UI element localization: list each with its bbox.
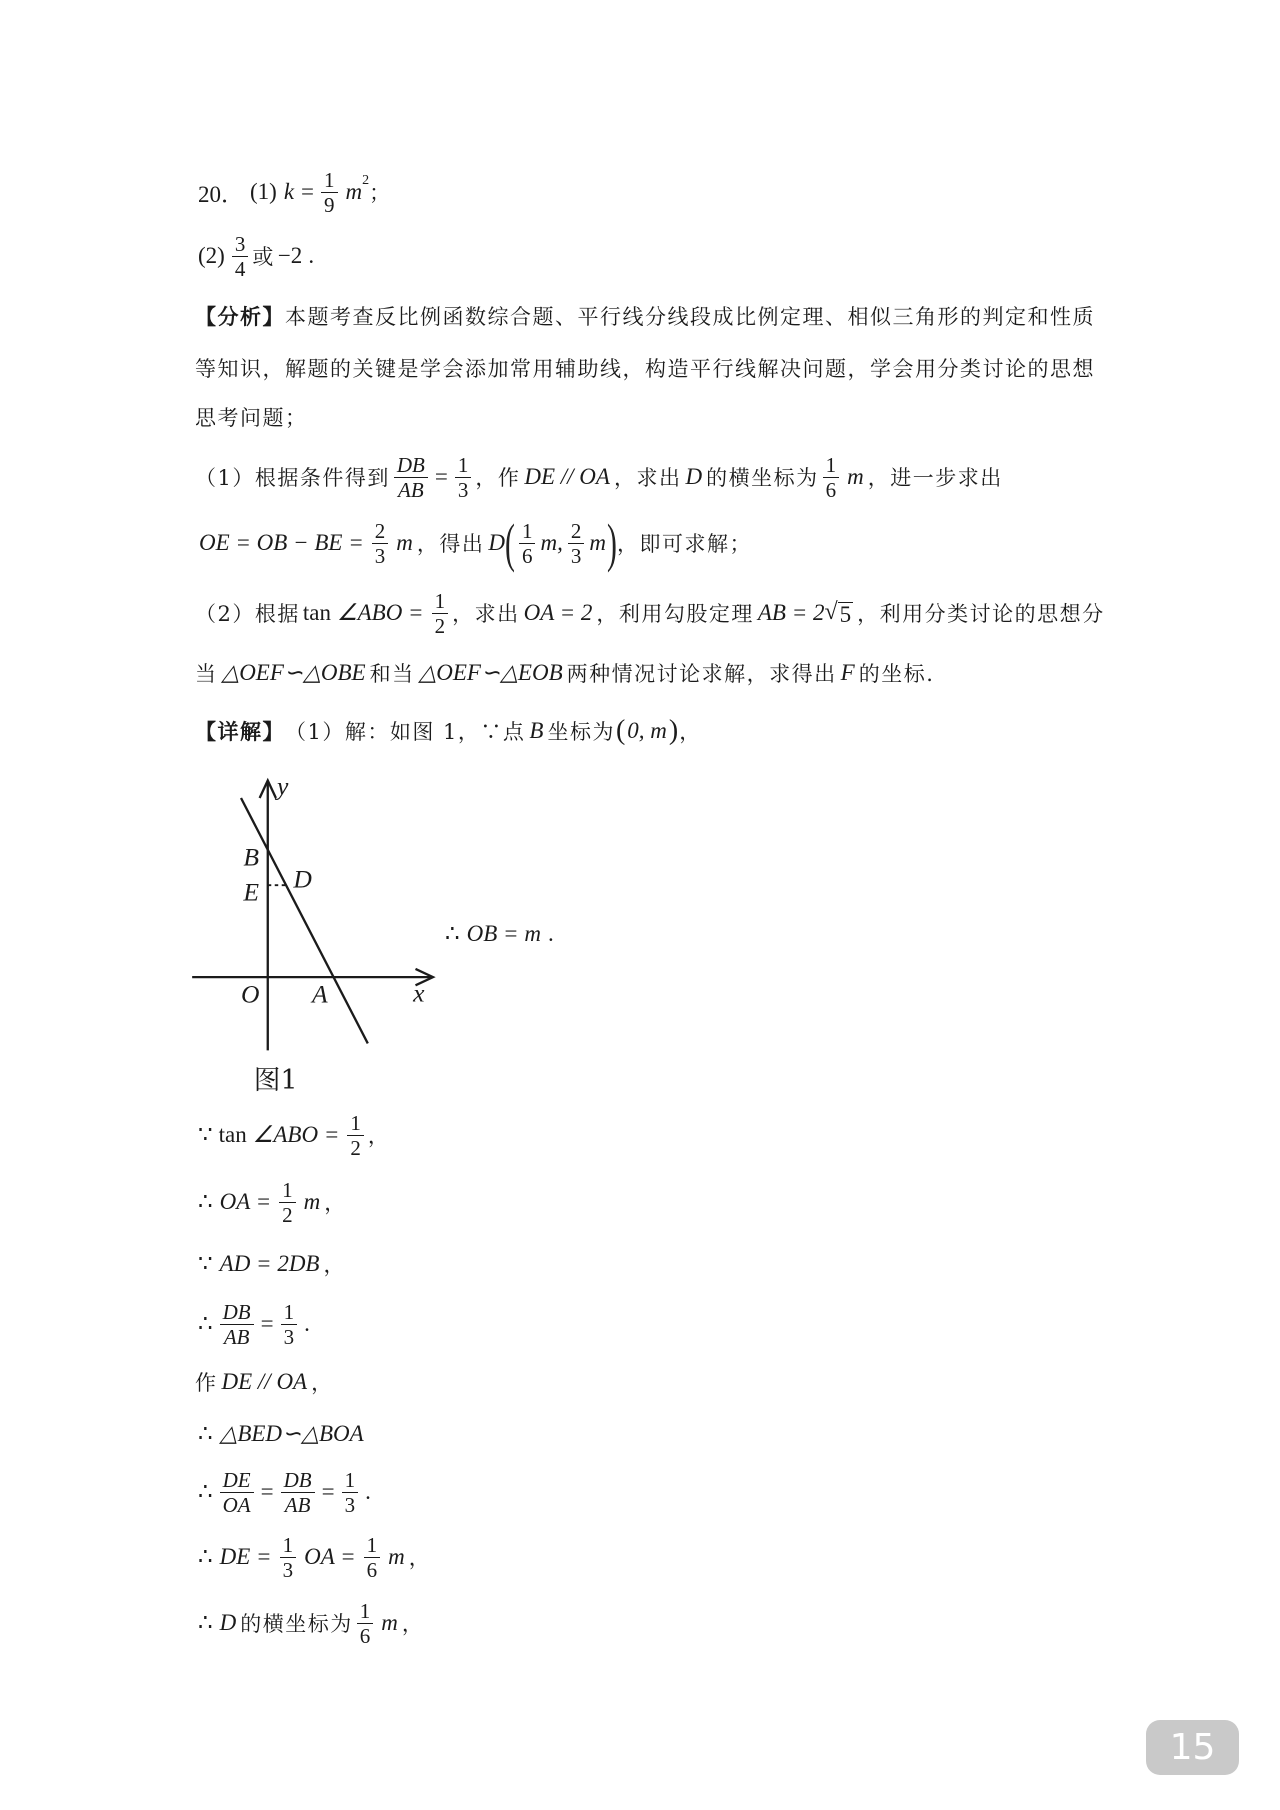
numerator: 1 [321, 168, 338, 193]
radicand: 5 [839, 602, 852, 627]
punctuation: ， [408, 1546, 432, 1570]
step-text: 的横坐标为 [240, 1612, 353, 1636]
analysis-text: 思考问题； [195, 406, 308, 430]
label-d: D [293, 864, 312, 894]
step-text: ，利用分类讨论的思想分 [857, 602, 1105, 626]
step-text: （2）根据 [195, 602, 300, 626]
aside-line [442, 904, 557, 964]
therefore-symbol: ∴ [198, 1189, 213, 1214]
math-expr: m [381, 1610, 398, 1635]
step-text: ，求出 [452, 602, 520, 626]
punctuation: . [308, 243, 315, 268]
step-text: ，利用勾股定理 [596, 602, 754, 626]
step-text: ，得出 [416, 532, 485, 556]
numerator: 1 [279, 1178, 296, 1203]
step-text: 的横坐标为 [706, 466, 819, 490]
math-expr: DE = [219, 1544, 272, 1569]
denominator: 2 [282, 1202, 293, 1227]
step-line-9 [195, 1593, 424, 1653]
var-k: k [283, 179, 295, 204]
detail-tag: 【详解】 [195, 719, 285, 744]
left-paren: ( [615, 715, 626, 746]
step-text: ，即可求解； [616, 532, 752, 556]
step-line-6 [195, 1404, 368, 1464]
fraction [280, 1533, 297, 1582]
numerator: 1 [432, 589, 449, 614]
left-paren: ( [505, 513, 515, 573]
math-expr: m, [540, 530, 563, 555]
punctuation: ， [311, 1371, 334, 1395]
denominator: 2 [350, 1135, 361, 1160]
math-expr: AD = 2DB [219, 1251, 320, 1276]
numerator: 1 [823, 453, 840, 478]
step-text: （1）根据条件得到 [195, 466, 390, 490]
label-e: E [243, 877, 259, 907]
label-o: O [241, 979, 260, 1009]
detail-text: 坐标为 [547, 720, 615, 744]
punctuation: . [365, 1479, 371, 1504]
numerator: 1 [342, 1468, 359, 1493]
numerator: 1 [364, 1533, 381, 1558]
question-number: 20． [198, 181, 244, 207]
therefore-symbol: ∴ [198, 1610, 213, 1635]
numerator: 3 [232, 232, 249, 257]
math-expr: OA = 2 [523, 600, 593, 625]
step-text: ，求出 [613, 466, 682, 490]
step-line-4 [195, 1294, 313, 1354]
therefore-symbol: ∴ [198, 1311, 213, 1336]
math-expr: B [529, 718, 544, 743]
math-expr: D [488, 530, 505, 555]
fraction [279, 1178, 296, 1227]
label-a: A [311, 979, 328, 1009]
label-y: y [277, 771, 289, 801]
label-x: x [413, 978, 425, 1008]
numerator: 1 [347, 1111, 364, 1136]
therefore-symbol: ∴ [445, 921, 460, 946]
analysis-text: 本题考查反比例函数综合题、平行线分线段成比例定理、相似三角形的判定和性质 [285, 305, 1095, 329]
tan-function: tan [218, 1122, 247, 1147]
label-b: B [243, 842, 259, 872]
denominator: 6 [366, 1557, 378, 1582]
part2-label: (2) [198, 243, 225, 268]
tan-function: tan [302, 600, 331, 625]
math-expr: OB = m [466, 921, 541, 946]
fraction [347, 1111, 364, 1160]
equals-sign: = [321, 1479, 335, 1504]
numerator: 1 [357, 1599, 374, 1624]
math-expr: F [840, 660, 855, 685]
math-expr: m [589, 530, 606, 555]
radical-sign: √ [824, 599, 838, 625]
denominator: 6 [359, 1623, 371, 1648]
step-line-3 [195, 1234, 346, 1294]
step-text: 作 [195, 1371, 218, 1395]
right-paren: ) [607, 513, 617, 573]
denominator: 6 [521, 543, 533, 568]
alt-value: −2 [277, 243, 303, 268]
punctuation: ， [324, 1191, 347, 1215]
fraction [364, 1533, 381, 1582]
numerator: 1 [519, 519, 536, 544]
punctuation: ， [401, 1612, 425, 1636]
math-expr: OA = [219, 1189, 272, 1214]
numerator: 2 [372, 519, 389, 544]
fraction [357, 1599, 374, 1648]
fraction [220, 1468, 254, 1517]
coordinate: 0, m [627, 718, 667, 743]
or-text: 或 [252, 245, 275, 269]
math-expr: m [388, 1544, 405, 1569]
math-expr: m [847, 464, 864, 489]
math-expr: △OEF∽△EOB [418, 660, 563, 685]
math-expr: m [396, 530, 413, 555]
math-expr: AB = 2 [757, 600, 825, 625]
line-ab [241, 798, 368, 1043]
fraction [342, 1468, 359, 1517]
punctuation: . [547, 921, 554, 946]
math-expr: OA = [304, 1544, 356, 1569]
denominator: 3 [570, 543, 582, 568]
denominator: AB [223, 1324, 250, 1349]
equals-sign: = [260, 1311, 274, 1336]
step-line-5 [195, 1352, 334, 1412]
numerator: 1 [280, 1533, 297, 1558]
math-expr: m [303, 1189, 321, 1214]
step-line-2 [195, 1172, 347, 1232]
math-expr: △OEF∽△OBE [221, 660, 366, 685]
denominator: 9 [324, 192, 335, 217]
step-text: ，进一步求出 [867, 466, 1003, 490]
numerator: 1 [281, 1300, 298, 1325]
step-line-1 [195, 1105, 390, 1165]
therefore-symbol: ∴ [198, 1544, 213, 1569]
math-expr: ∠ABO = [252, 1122, 340, 1147]
detail-text: ， [679, 720, 702, 744]
numerator: 1 [455, 453, 472, 478]
equals-sign: = [260, 1479, 274, 1504]
numerator: 2 [568, 519, 585, 544]
punctuation: ； [369, 181, 392, 205]
denominator: AB [398, 477, 424, 502]
step-line-7 [195, 1462, 374, 1522]
equals-sign: = [434, 464, 448, 489]
denominator: AB [284, 1492, 311, 1517]
detail-text: （1）解：如图 1，∵点 [285, 720, 526, 744]
var-m: m [345, 179, 363, 204]
exponent: 2 [362, 173, 370, 188]
numerator: DB [220, 1300, 254, 1325]
math-expr: △BED∽△BOA [219, 1421, 364, 1446]
right-paren: ) [668, 715, 679, 746]
equals-sign: = [301, 179, 315, 204]
punctuation: . [304, 1311, 310, 1336]
punctuation: ， [323, 1253, 346, 1277]
numerator: DE [220, 1468, 254, 1493]
step-text: 两种情况讨论求解，求得出 [566, 662, 837, 686]
step-text: 和当 [369, 662, 415, 686]
therefore-symbol: ∴ [198, 1479, 213, 1504]
denominator: 3 [374, 543, 386, 568]
denominator: 2 [434, 613, 446, 638]
because-symbol: ∵ [198, 1251, 213, 1276]
page-number-badge [1146, 1720, 1239, 1775]
denominator: 4 [234, 256, 246, 281]
denominator: OA [222, 1492, 251, 1517]
denominator: 3 [283, 1324, 295, 1349]
analysis-text: 等知识，解题的关键是学会添加常用辅助线，构造平行线解决问题，学会用分类讨论的思想 [195, 357, 1095, 381]
math-expr: DE // OA [221, 1369, 308, 1394]
step-line-8 [195, 1527, 431, 1587]
figure-caption: 图1 [253, 1064, 298, 1096]
because-symbol: ∵ [198, 1122, 213, 1147]
denominator: 6 [825, 477, 837, 502]
page-number: 15 [1169, 1727, 1216, 1768]
math-expr: D [219, 1610, 237, 1635]
part1-label: (1) [250, 179, 277, 204]
math-expr: OE = OB − BE = [199, 530, 364, 555]
fraction [220, 1300, 254, 1349]
fraction [281, 1300, 298, 1349]
math-expr: D [685, 464, 703, 489]
numerator: DB [394, 453, 428, 478]
fraction [281, 1468, 315, 1517]
denominator: 3 [282, 1557, 294, 1582]
denominator: 3 [344, 1492, 356, 1517]
analysis-tag: 【分析】 [195, 304, 285, 329]
math-expr: ∠ABO = [336, 600, 424, 625]
math-expr: DE // OA [524, 464, 610, 489]
punctuation: ， [367, 1124, 391, 1148]
step-text: ，作 [475, 466, 521, 490]
therefore-symbol: ∴ [198, 1421, 213, 1446]
step-text: 当 [195, 662, 218, 686]
denominator: 3 [457, 477, 469, 502]
numerator: DB [281, 1468, 315, 1493]
step-text: 的坐标. [858, 662, 935, 686]
